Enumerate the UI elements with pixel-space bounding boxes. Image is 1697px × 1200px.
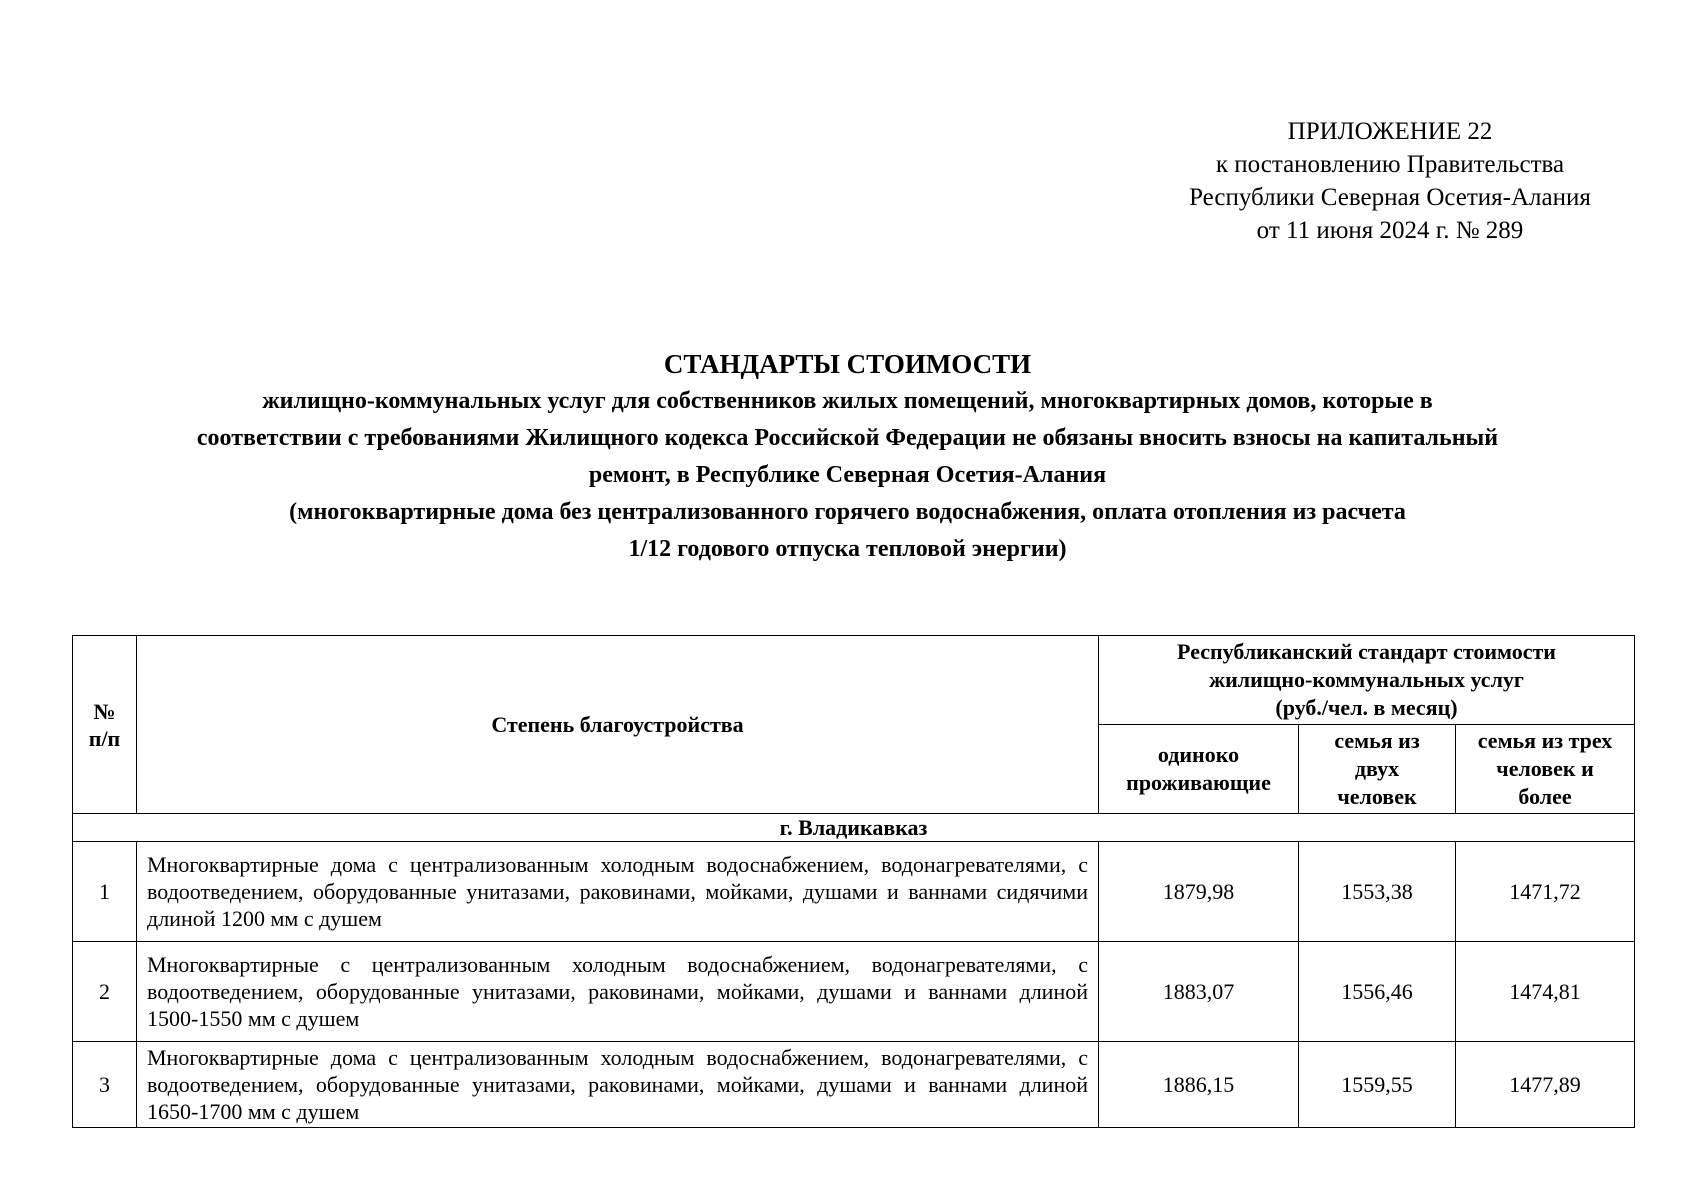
subtitle-line-3: ремонт, в Республике Северная Осетия-Алания <box>588 462 1107 488</box>
city-name: г. Владикавказ <box>73 814 1635 842</box>
table-header-row <box>73 636 1635 725</box>
header-family-three: семья из трех человек и более <box>1456 725 1635 814</box>
value-family-three: 1474,81 <box>1456 942 1635 1042</box>
annex-government: Республики Северная Осетия-Алания <box>1189 184 1591 211</box>
value-single: 1879,98 <box>1099 842 1299 942</box>
header-number: № п/п <box>73 636 137 814</box>
value-single: 1883,07 <box>1099 942 1299 1042</box>
value-family-three: 1471,72 <box>1456 842 1635 942</box>
row-number: 3 <box>73 1042 137 1128</box>
standards-table <box>72 635 1635 1128</box>
value-single: 1886,15 <box>1099 1042 1299 1128</box>
subtitle-line-4: (многоквартирные дома без централизованного горячего водоснабжения, оплата отопления из расчета <box>289 499 1406 525</box>
annex-reference: к постановлению Правительства <box>1215 151 1565 178</box>
value-family-three: 1477,89 <box>1456 1042 1635 1128</box>
subtitle-line-1: жилищно-коммунальных услуг для собственников жилых помещений, многоквартирных домов, которые в <box>262 388 1433 414</box>
document-heading <box>60 345 1635 568</box>
row-description: Многоквартирные с централизованным холодным водоснабжением, водонагревателями, с водоотведением, оборудованные унитазами, раковинами, мойками, душами и ваннами длиной 1500-1550 мм с душем <box>137 942 1099 1042</box>
value-family-two: 1559,55 <box>1299 1042 1456 1128</box>
annex-date: от 11 июня 2024 г. № 289 <box>1256 217 1524 244</box>
row-number: 1 <box>73 842 137 942</box>
document-title: СТАНДАРТЫ СТОИМОСТИ <box>663 349 1032 379</box>
header-price-standard: Республиканский стандарт стоимости жилищно-коммунальных услуг (руб./чел. в месяц) <box>1099 636 1635 725</box>
annex-number: ПРИЛОЖЕНИЕ 22 <box>1287 118 1493 145</box>
row-description: Многоквартирные дома с централизованным холодным водоснабжением, водонагревателями, с водоотведением, оборудованные унитазами, раковинами, мойками, душами и ваннами сидячими длиной 1200 мм с душем <box>137 842 1099 942</box>
city-row <box>73 814 1635 842</box>
header-family-two: семья из двух человек <box>1299 725 1456 814</box>
header-level: Степень благоустройства <box>137 636 1099 814</box>
table-row <box>73 1042 1635 1128</box>
subtitle-line-2: соответствии с требованиями Жилищного кодекса Российской Федерации не обязаны вносить взносы на капитальный <box>196 425 1499 451</box>
table-row <box>73 942 1635 1042</box>
annex-block <box>1150 115 1630 247</box>
value-family-two: 1556,46 <box>1299 942 1456 1042</box>
row-description: Многоквартирные дома с централизованным холодным водоснабжением, водонагревателями, с водоотведением, оборудованные унитазами, раковинами, мойками, душами и ваннами длиной 1650-1700 мм с душем <box>137 1042 1099 1128</box>
header-single: одиноко проживающие <box>1099 725 1299 814</box>
value-family-two: 1553,38 <box>1299 842 1456 942</box>
table-row <box>73 842 1635 942</box>
subtitle-line-5: 1/12 годового отпуска тепловой энергии) <box>628 536 1067 562</box>
row-number: 2 <box>73 942 137 1042</box>
